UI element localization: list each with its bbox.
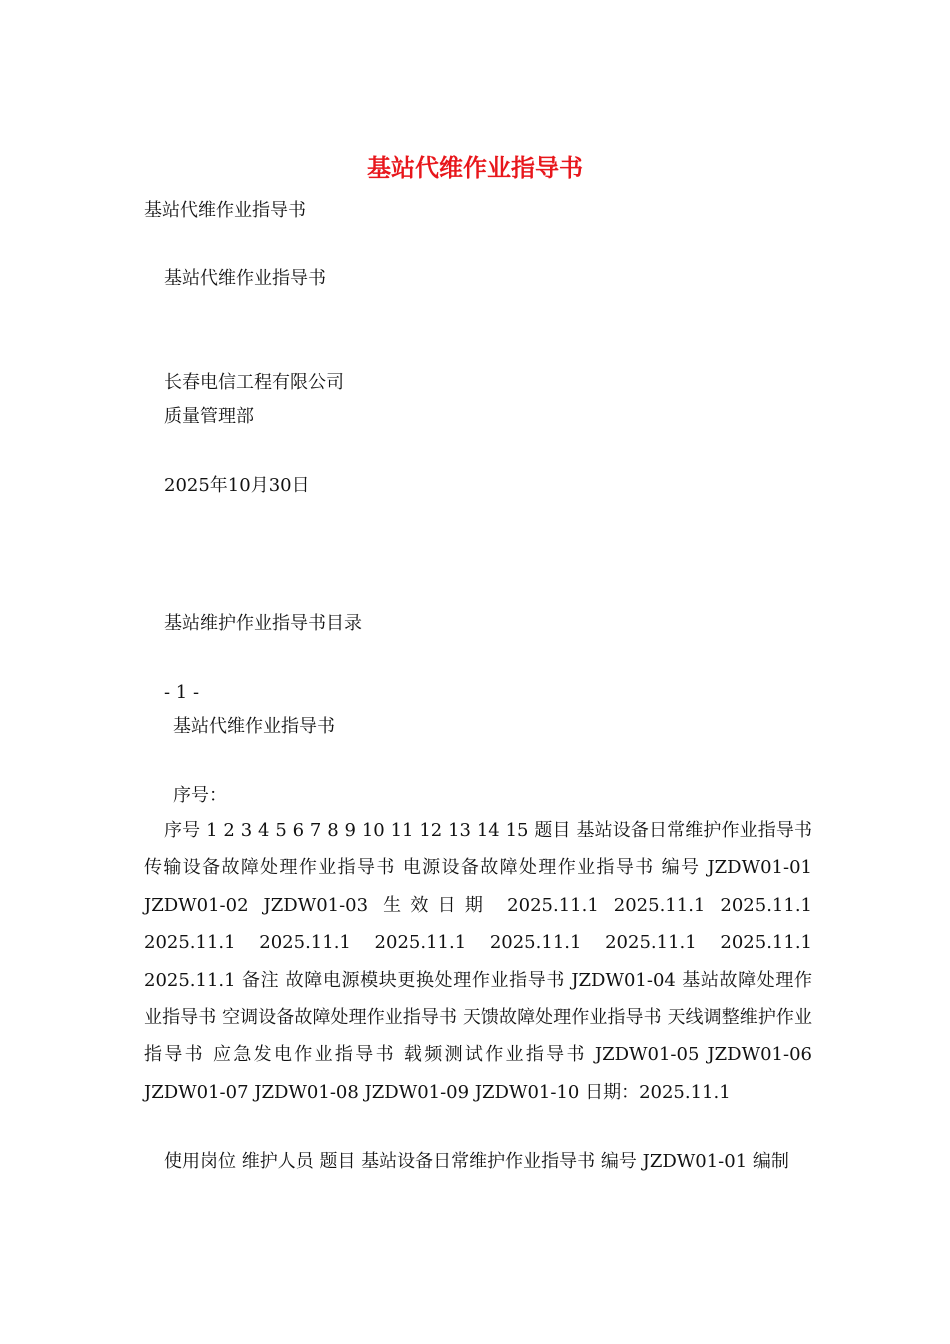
toc-heading: 基站维护作业指导书目录 [164,613,362,634]
department-name: 质量管理部 [164,406,254,427]
running-header: 基站代维作业指导书 [173,716,335,737]
document-title: 基站代维作业指导书 [367,153,583,182]
cover-title: 基站代维作业指导书 [164,268,326,289]
document-date: 2025年10月30日 [164,475,310,496]
sequence-label: 序号： [173,785,227,806]
subtitle-line: 基站代维作业指导书 [144,200,306,221]
page-number: - 1 - [164,682,200,703]
company-name: 长春电信工程有限公司 [164,372,344,393]
usage-table-text: 使用岗位 维护人员 题目 基站设备日常维护作业指导书 编号 JZDW01-01 编制 [164,1151,789,1172]
toc-table-text: 序号 1 2 3 4 5 6 7 8 9 10 11 12 13 14 15 题目 基站设备日常维护作业指导书 传输设备故障处理作业指导书 电源设备故障处理作业指导书 编号 JZDW01-01 JZDW01-02 JZDW01-03 生效日期 2025.11.1 2025.11.1 2025.11.1 2025.11.1 2025.11.1 2025.11.1 2025.11.1 2025.11.1 2025.11.1 2025.11.1 备注 故障电源模块更换处理作业指导书 JZDW01-04 基站故障处理作业指导书 空调设备故障处理作业指导书 天馈故障处理作业指导书 天线调整维护作业指导书 应急发电作业指导书 载频测试作业指导书 JZDW01-05 JZDW01-06 JZDW01-07 JZDW01-08 JZDW01-09 JZDW01-10 日期：2025.11.1 [144,820,812,1103]
